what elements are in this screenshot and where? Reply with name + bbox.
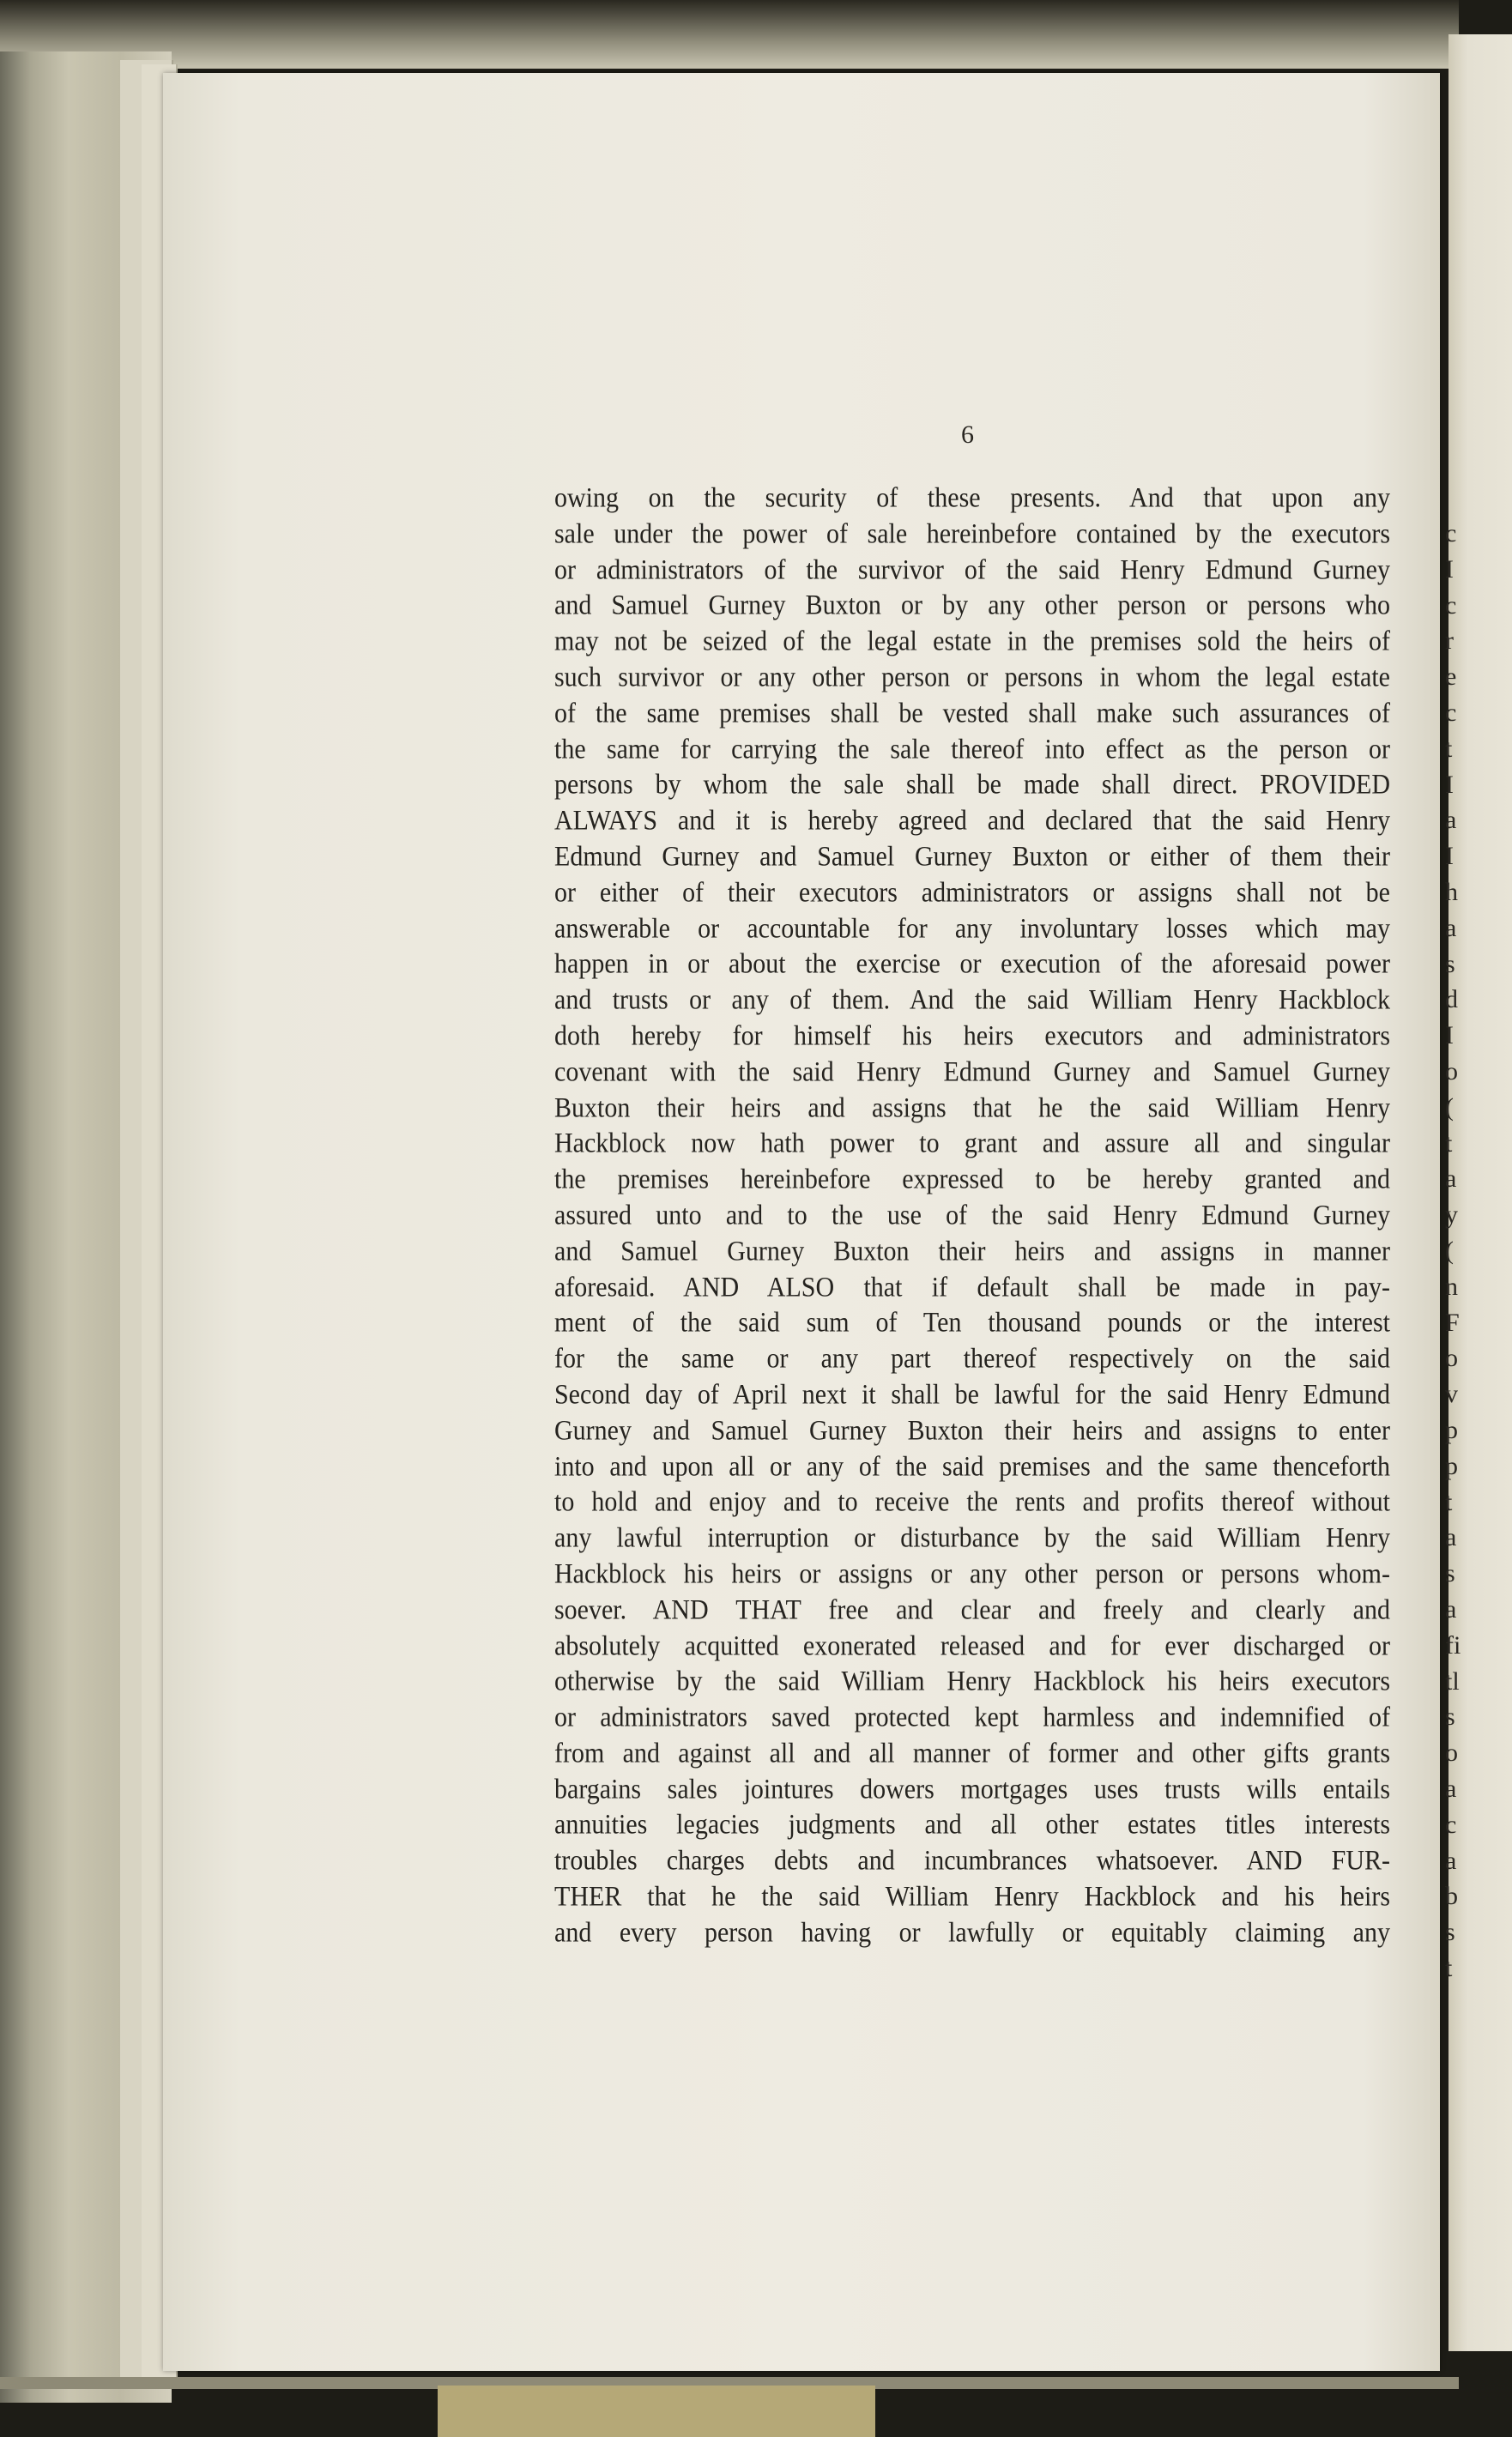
adjacent-page-letter: n	[1445, 1272, 1458, 1301]
adjacent-page-letter: a	[1445, 1523, 1457, 1552]
text-line: or administrators saved protected kept harmless and indemnified of	[554, 1702, 1390, 1733]
text-line: and every person having or lawfully or equitably claiming any	[554, 1917, 1390, 1949]
text-line: absolutely acquitted exonerated released and for ever discharged or	[554, 1630, 1390, 1661]
text-line: bargains sales jointures dowers mortgages uses trusts wills entails	[554, 1774, 1390, 1805]
adjacent-page-letter: s	[1445, 1559, 1455, 1588]
adjacent-page-letter: c	[1445, 698, 1457, 727]
adjacent-page-letter: (	[1445, 1092, 1454, 1122]
adjacent-page-letter: t	[1445, 734, 1453, 763]
text-line: to hold and enjoy and to receive the rents and profits thereof without	[554, 1486, 1390, 1518]
text-line: and Samuel Gurney Buxton or by any other person or persons who	[554, 590, 1390, 621]
adjacent-page-letter: p	[1445, 1416, 1458, 1444]
text-line: THER that he the said William Henry Hackblock and his heirs	[554, 1881, 1390, 1913]
adjacent-page-letter: r	[1445, 626, 1454, 656]
adjacent-page-edge	[1445, 34, 1512, 2351]
text-line: for the same or any part thereof respectively on the said	[554, 1343, 1390, 1375]
adjacent-page-letter: a	[1445, 1164, 1457, 1194]
text-line: and trusts or any of them. And the said William Henry Hackblock	[554, 984, 1390, 1016]
text-line: or administrators of the survivor of the said Henry Edmund Gurney	[554, 554, 1390, 585]
text-line: doth hereby for himself his heirs executors and administrators	[554, 1020, 1390, 1052]
adjacent-page-letter: o	[1445, 1344, 1458, 1373]
adjacent-page-letter: e	[1445, 662, 1457, 692]
adjacent-page-letter: (	[1445, 1237, 1454, 1265]
text-line: Edmund Gurney and Samuel Gurney Buxton or either of them their	[554, 841, 1390, 873]
adjacent-page-letter: y	[1445, 1200, 1458, 1230]
text-line: assured unto and to the use of the said Henry Edmund Gurney	[554, 1200, 1390, 1231]
adjacent-page-letter: s	[1445, 949, 1455, 978]
adjacent-page-letter: I	[1445, 1021, 1454, 1050]
adjacent-page-letter: t	[1445, 1487, 1453, 1516]
adjacent-page-letter: tl	[1445, 1666, 1460, 1696]
adjacent-page-letter: a	[1445, 1595, 1457, 1624]
text-line: and Samuel Gurney Buxton their heirs and assigns in manner	[554, 1236, 1390, 1267]
text-line: happen in or about the exercise or execution of the aforesaid power	[554, 949, 1390, 980]
text-line: troubles charges debts and incumbrances whatsoever. AND FUR-	[554, 1845, 1390, 1877]
text-line: or either of their executors administrators or assigns shall not be	[554, 877, 1390, 909]
text-line: into and upon all or any of the said premises and the same thenceforth	[554, 1451, 1390, 1482]
text-line: covenant with the said Henry Edmund Gurney and Samuel Gurney	[554, 1056, 1390, 1088]
text-line: Hackblock his heirs or assigns or any other person or persons whom-	[554, 1558, 1390, 1590]
text-line: may not be seized of the legal estate in the premises sold the heirs of	[554, 626, 1390, 657]
text-line: owing on the security of these presents. And that upon any	[554, 482, 1390, 514]
text-line: such survivor or any other person or persons in whom the legal estate	[554, 662, 1390, 693]
adjacent-page-letter: I	[1445, 554, 1454, 584]
adjacent-page-letter: a	[1445, 806, 1457, 835]
text-line: of the same premises shall be vested shall make such assurances of	[554, 698, 1390, 729]
text-line: sale under the power of sale hereinbefore contained by the executors	[554, 518, 1390, 550]
adjacent-page-letter: o	[1445, 1057, 1458, 1085]
adjacent-page-letter: v	[1445, 1380, 1458, 1409]
text-line: Gurney and Samuel Gurney Buxton their heirs and assigns to enter	[554, 1415, 1390, 1447]
text-line: aforesaid. AND ALSO that if default shall be made in pay-	[554, 1272, 1390, 1303]
text-line: answerable or accountable for any involuntary losses which may	[554, 913, 1390, 944]
adjacent-page-letter: s	[1445, 1702, 1455, 1732]
adjacent-page-letter: a	[1445, 913, 1457, 942]
adjacent-page-letter: I	[1445, 770, 1454, 799]
adjacent-page-letter: o	[1445, 1739, 1458, 1768]
adjacent-page-letter: c	[1445, 590, 1457, 620]
adjacent-page-letter: t	[1445, 1128, 1453, 1158]
adjacent-page-letter: c	[1445, 1810, 1457, 1839]
text-line: Hackblock now hath power to grant and assure all and singular	[554, 1128, 1390, 1159]
adjacent-page-letter: a	[1445, 1846, 1457, 1875]
text-line: Second day of April next it shall be lawful for the said Henry Edmund	[554, 1379, 1390, 1411]
body-text	[554, 481, 1390, 1951]
text-line: ment of the said sum of Ten thousand pounds or the interest	[554, 1307, 1390, 1339]
text-line: soever. AND THAT free and clear and freely and clearly and	[554, 1594, 1390, 1625]
text-line: from and against all and all manner of former and other gifts grants	[554, 1738, 1390, 1769]
text-line: otherwise by the said William Henry Hackblock his heirs executors	[554, 1666, 1390, 1697]
text-line: Buxton their heirs and assigns that he the said William Henry	[554, 1092, 1390, 1123]
adjacent-page-letter: c	[1445, 519, 1457, 547]
adjacent-page-letter: F	[1445, 1308, 1460, 1337]
adjacent-page-letter: s	[1445, 1918, 1455, 1947]
adjacent-page-letter: b	[1445, 1882, 1458, 1911]
adjacent-page-letter: fi	[1445, 1630, 1461, 1660]
text-line: annuities legacies judgments and all other estates titles interests	[554, 1810, 1390, 1841]
adjacent-page-letter: I	[1445, 842, 1454, 871]
text-line: any lawful interruption or disturbance by the said William Henry	[554, 1522, 1390, 1554]
adjacent-page-letter: t	[1445, 1954, 1453, 1982]
page-number: 6	[961, 420, 974, 449]
adjacent-page-letter: a	[1445, 1775, 1457, 1803]
text-line: ALWAYS and it is hereby agreed and declared that the said Henry	[554, 805, 1390, 837]
text-line: persons by whom the sale shall be made shall direct. PROVIDED	[554, 770, 1390, 801]
scanner-background-top	[0, 0, 1459, 69]
paper-tab	[438, 2386, 875, 2437]
adjacent-page-letter: p	[1445, 1451, 1458, 1480]
text-line: the premises hereinbefore expressed to be hereby granted and	[554, 1164, 1390, 1195]
text-line: the same for carrying the sale thereof into effect as the person or	[554, 734, 1390, 765]
adjacent-page-letter: h	[1445, 878, 1458, 906]
adjacent-page-letter: d	[1445, 985, 1458, 1014]
